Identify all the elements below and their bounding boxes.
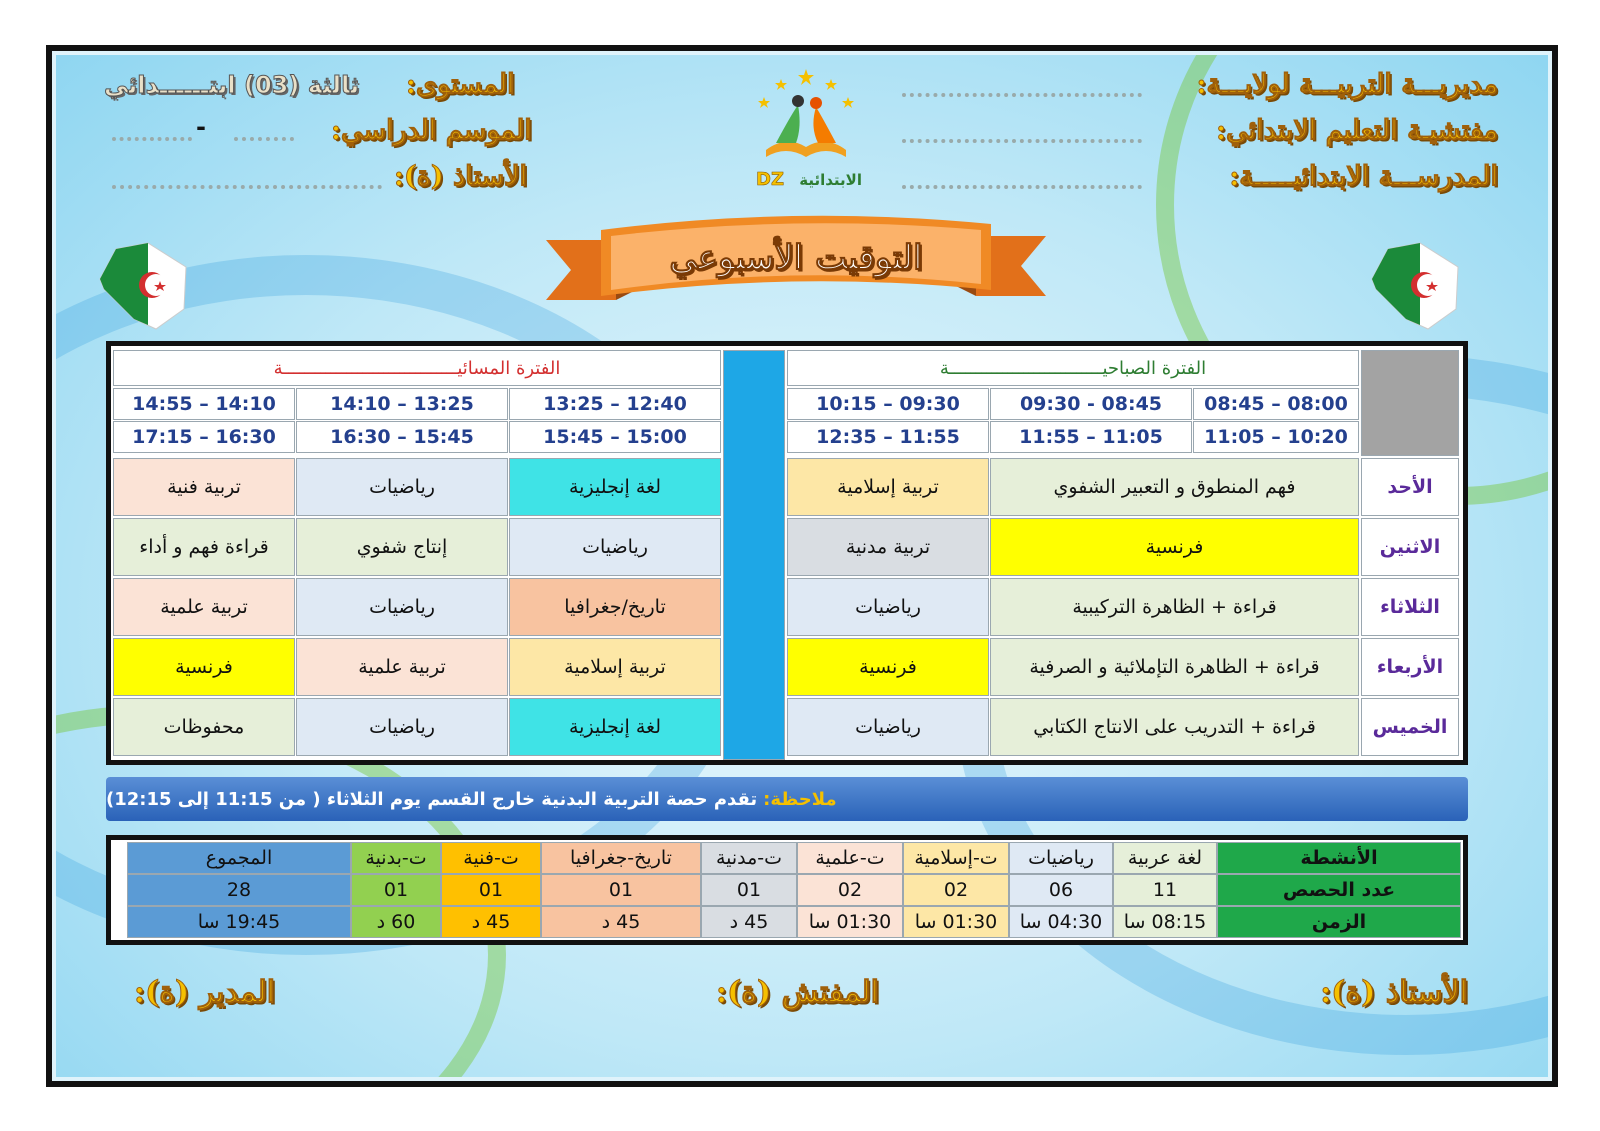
lesson-cell: تربية فنية [113,458,295,516]
lesson-cell: فرنسية [990,518,1359,576]
lesson-cell: رياضيات [509,518,721,576]
summary-row-label: الأنشطة [1217,842,1461,874]
logo-brand: DZ [756,169,784,190]
lesson-cell: فهم المنطوق و التعبير الشفوي [990,458,1359,516]
season-field-end[interactable] [234,137,294,141]
day-tuesday: الثلاثاء [1361,578,1459,636]
lesson-cell: تربية علمية [113,578,295,636]
morning-slot-1-a: 08:45 – 08:00 [1193,388,1359,420]
note-bar [106,777,1468,821]
banner-title: التوقيت الأسبوعي [669,238,923,278]
lesson-cell: رياضيات [296,698,508,756]
summary-cell: 04:30 سا [1009,906,1113,938]
lesson-cell: قراءة + الظاهرة التإملائية و الصرفية [990,638,1359,696]
lesson-cell: تربية إسلامية [509,638,721,696]
morning-slot-3-b: 12:35 – 11:55 [787,421,989,453]
day-monday: الاثنين [1361,518,1459,576]
summary-cell: 45 د [441,906,541,938]
logo-text: الابتدائية [799,171,862,189]
summary-cell: 08:15 سا [1113,906,1217,938]
lesson-cell: محفوظات [113,698,295,756]
summary-cell: ت-بدنية [351,842,441,874]
summary-cell: 01:30 سا [797,906,903,938]
evening-slot-1-a: 13:25 – 12:40 [509,388,721,420]
note-label: ملاحظة: [763,788,837,810]
evening-period-header: الفترة المسائيـــــــــــــــــــــــــــــــــة [113,350,721,386]
directorate-label: مديريـــة التربيـــة لولايـــة: [1196,69,1498,100]
season-field-start[interactable] [112,137,192,141]
algeria-flag-right-icon [1368,239,1468,331]
morning-period-header: الفترة الصباحيـــــــــــــــــــــــــــــة [787,350,1359,386]
lesson-cell: لغة إنجليزية [509,458,721,516]
lesson-cell: تربية إسلامية [787,458,989,516]
summary-cell: 45 د [701,906,797,938]
summary-cell: 19:45 سا [127,906,351,938]
lesson-cell: إنتاج شفوي [296,518,508,576]
lesson-cell: رياضيات [787,698,989,756]
summary-row-label: الزمن [1217,906,1461,938]
day-thursday: الخميس [1361,698,1459,756]
day-wednesday: الأربعاء [1361,638,1459,696]
season-separator: - [196,113,206,141]
weekly-schedule-table [106,341,1468,765]
summary-cell: 28 [127,874,351,906]
summary-cell: المجموع [127,842,351,874]
summary-cell: 11 [1113,874,1217,906]
morning-slot-1-b: 11:05 – 10:20 [1193,421,1359,453]
lesson-cell: رياضيات [296,578,508,636]
corner-cell [1361,350,1459,456]
summary-cell: 60 د [351,906,441,938]
level-label: المستوى: [406,69,515,100]
logo-emblem-icon [736,65,876,195]
school-field[interactable] [902,185,1142,189]
teacher-signature: الأستاذ (ة): [1320,975,1468,1010]
summary-cell: 01 [541,874,701,906]
evening-slot-3-b: 17:15 – 16:30 [113,421,295,453]
lesson-cell: فرنسية [113,638,295,696]
evening-slot-3-a: 14:55 – 14:10 [113,388,295,420]
background [56,55,1548,1077]
summary-cell: ت-فنية [441,842,541,874]
day-sunday: الأحد [1361,458,1459,516]
summary-cell: 02 [903,874,1009,906]
evening-slot-2-b: 16:30 – 15:45 [296,421,508,453]
summary-cell: ت-إسلامية [903,842,1009,874]
school-logo [736,65,876,195]
break-separator [723,350,785,760]
summary-cell: 45 د [541,906,701,938]
inspector-signature: المفتش (ة): [716,975,879,1010]
summary-cell: رياضيات [1009,842,1113,874]
summary-cell: 01 [351,874,441,906]
lesson-cell: قراءة + التدريب على الانتاج الكتابي [990,698,1359,756]
lesson-cell: رياضيات [787,578,989,636]
lesson-cell: قراءة + الظاهرة التركيبية [990,578,1359,636]
evening-slot-1-b: 15:45 – 15:00 [509,421,721,453]
lesson-cell: تربية مدنية [787,518,989,576]
lesson-cell: فرنسية [787,638,989,696]
algeria-flag-left-icon [96,239,196,331]
lesson-cell: تاريخ/جغرافيا [509,578,721,636]
lesson-cell: رياضيات [296,458,508,516]
summary-table [106,835,1468,945]
season-label: الموسم الدراسي: [331,115,532,146]
summary-cell: 06 [1009,874,1113,906]
level-value: ثالثة (03) ابتــــــدائي [104,71,360,99]
summary-cell: تاريخ-جغرافيا [541,842,701,874]
lesson-cell: قراءة فهم و أداء [113,518,295,576]
note-text: تقدم حصة التربية البدنية خارج القسم يوم الثلاثاء ( من 11:15 إلى 12:15) [106,788,758,810]
summary-cell: 01 [441,874,541,906]
page-frame [46,45,1558,1087]
evening-slot-2-a: 14:10 – 13:25 [296,388,508,420]
summary-cell: لغة عربية [1113,842,1217,874]
teacher-label: الأستاذ (ة): [394,161,527,192]
school-label: المدرســـة الابتدائيـــــة: [1229,161,1498,192]
inspectorate-field[interactable] [902,139,1142,143]
teacher-field[interactable] [112,185,382,189]
lesson-cell: تربية علمية [296,638,508,696]
summary-cell: 01 [701,874,797,906]
directorate-field[interactable] [902,93,1142,97]
inspectorate-label: مفتشيـة التعليم الابتدائي: [1216,115,1498,146]
morning-slot-3-a: 10:15 – 09:30 [787,388,989,420]
summary-row-label: عدد الحصص [1217,874,1461,906]
morning-slot-2-b: 11:55 – 11:05 [990,421,1192,453]
lesson-cell: لغة إنجليزية [509,698,721,756]
director-signature: المدير (ة): [134,975,276,1010]
summary-cell: 02 [797,874,903,906]
summary-cell: ت-مدنية [701,842,797,874]
title-banner [546,210,1046,310]
summary-cell: 01:30 سا [903,906,1009,938]
summary-cell: ت-علمية [797,842,903,874]
morning-slot-2-a: 09:30 - 08:45 [990,388,1192,420]
